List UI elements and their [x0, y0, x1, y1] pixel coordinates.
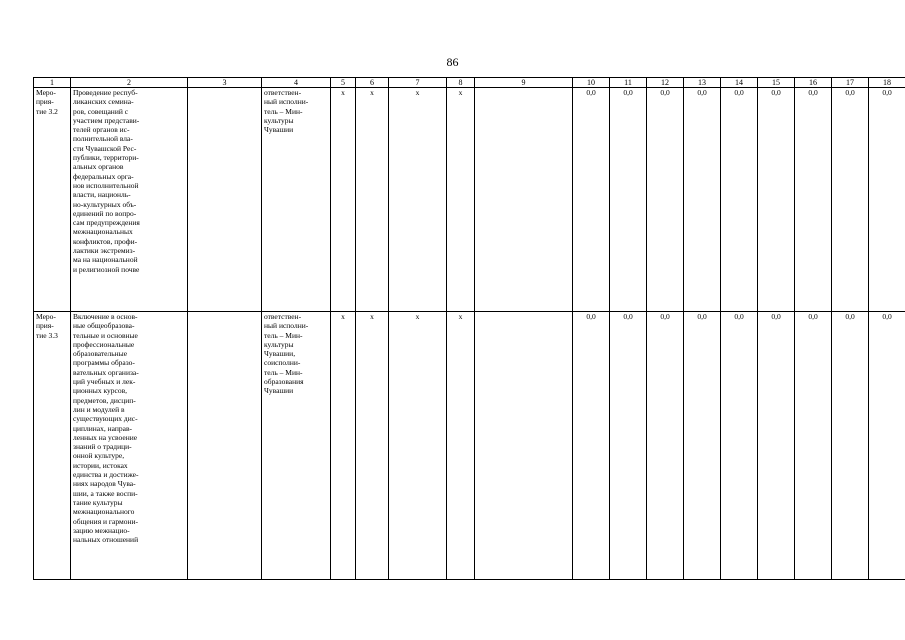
table-cell: x — [356, 88, 389, 312]
col-header: 14 — [721, 78, 758, 88]
value-cell: 0,0 — [721, 88, 758, 312]
col-header: 9 — [475, 78, 573, 88]
col-header: 17 — [832, 78, 869, 88]
value-cell: 0,0 — [832, 312, 869, 580]
value-cell: 0,0 — [610, 88, 647, 312]
col-header: 10 — [573, 78, 610, 88]
col-header: 3 — [188, 78, 262, 88]
table-cell — [475, 312, 573, 580]
col-header: 18 — [869, 78, 905, 88]
value-cell: 0,0 — [684, 312, 721, 580]
col-header: 7 — [389, 78, 447, 88]
program-table — [33, 77, 905, 580]
value-cell: 0,0 — [869, 312, 905, 580]
value-cell: 0,0 — [721, 312, 758, 580]
value-cell: 0,0 — [795, 312, 832, 580]
value-cell: 0,0 — [573, 312, 610, 580]
table-row — [34, 88, 905, 312]
page-number: 86 — [446, 55, 459, 69]
col-header: 16 — [795, 78, 832, 88]
col-header: 13 — [684, 78, 721, 88]
table-cell: x — [389, 88, 447, 312]
value-cell: 0,0 — [647, 88, 684, 312]
activity-description: Проведение респуб- ликанских семина- ров, совещаний с участием представи- телей органов ис- полнительной вла- сти Чувашской Рес- публики, территори- альных органов федеральных орга- нов исполнительной власти, национль- но-культурных объ- единений по вопро- сам предупреждения межнациональных конфликтов, профи- лактики экстремиз- ма на национальной и религиозной почве — [71, 88, 188, 312]
value-cell: 0,0 — [832, 88, 869, 312]
activity-label: Меро- прия- тие 3.3 — [34, 312, 71, 580]
column-number-row — [34, 78, 905, 88]
table-cell: x — [447, 88, 475, 312]
value-cell: 0,0 — [795, 88, 832, 312]
activity-executor: ответствен- ный исполни- тель – Мин- культуры Чувашии — [262, 88, 331, 312]
col-header: 11 — [610, 78, 647, 88]
value-cell: 0,0 — [684, 88, 721, 312]
activity-label: Меро- прия- тие 3.2 — [34, 88, 71, 312]
table-cell — [475, 88, 573, 312]
table-cell: x — [331, 88, 356, 312]
col-header: 15 — [758, 78, 795, 88]
table-cell — [188, 88, 262, 312]
activity-executor: ответствен- ный исполни- тель – Мин- культуры Чувашии, соисполни- тель – Мин- образования Чувашии — [262, 312, 331, 580]
col-header: 8 — [447, 78, 475, 88]
col-header: 4 — [262, 78, 331, 88]
table-row — [34, 312, 905, 580]
table-cell: x — [389, 312, 447, 580]
value-cell: 0,0 — [758, 88, 795, 312]
value-cell: 0,0 — [869, 88, 905, 312]
col-header: 6 — [356, 78, 389, 88]
col-header: 1 — [34, 78, 71, 88]
table-cell: x — [447, 312, 475, 580]
table-cell — [188, 312, 262, 580]
activity-description: Включение в основ- ные общеобразова- тельные и основные профессиональные образовательные программы образо- вательных организа- ций учебных и лек- ционных курсов, предметов, дисцип- лин и модулей в существующих дис- циплинах, направ- ленных на усвоение знаний о традици- онной культуре, истории, истоках единства и достиже- ниях народов Чува- шии, а также воспи- тание культуры межнационального общения и гармони- зацию межнацио- нальных отношений — [71, 312, 188, 580]
value-cell: 0,0 — [647, 312, 684, 580]
table-cell: x — [356, 312, 389, 580]
col-header: 2 — [71, 78, 188, 88]
table-cell: x — [331, 312, 356, 580]
value-cell: 0,0 — [610, 312, 647, 580]
value-cell: 0,0 — [758, 312, 795, 580]
value-cell: 0,0 — [573, 88, 610, 312]
col-header: 5 — [331, 78, 356, 88]
col-header: 12 — [647, 78, 684, 88]
